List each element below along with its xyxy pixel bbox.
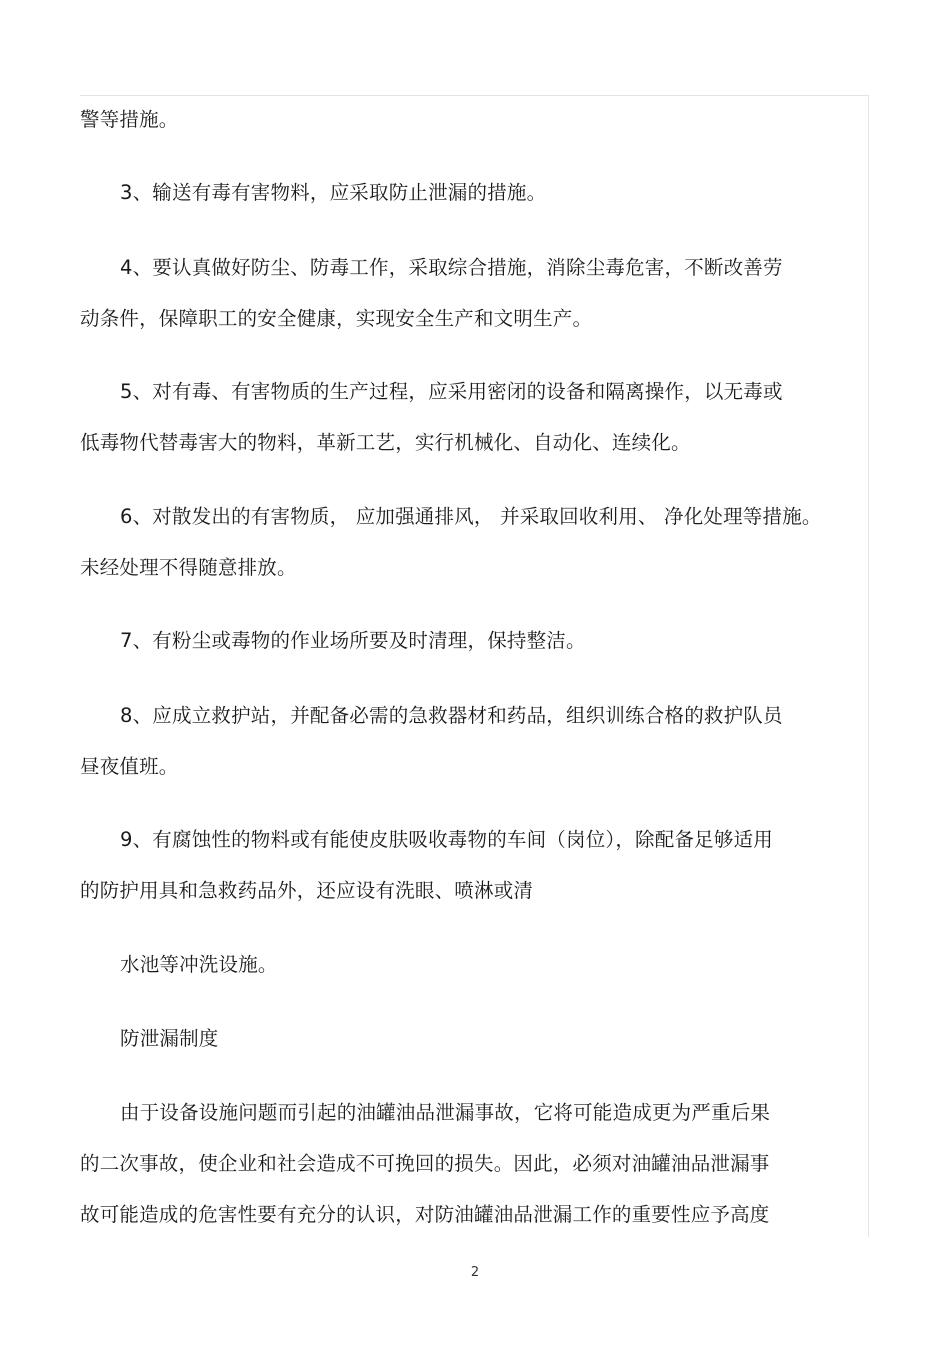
text-line: 8、应成立救护站，并配备必需的急救器材和药品，组织训练合格的救护队员 — [120, 704, 783, 727]
text-line: 水池等冲洗设施。 — [120, 953, 278, 976]
text-line: 9、有腐蚀性的物料或有能使皮肤吸收毒物的车间（岗位），除配备足够适用 — [120, 828, 773, 851]
text-line: 未经处理不得随意排放。 — [80, 556, 297, 579]
section-heading: 防泄漏制度 — [120, 1027, 219, 1050]
text-line: 的二次事故，使企业和社会造成不可挽回的损失。因此，必须对油罐油品泄漏事 — [80, 1152, 770, 1175]
text-line: 3、输送有毒有害物料，应采取防止泄漏的措施。 — [120, 181, 547, 204]
text-line: 由于设备设施问题而引起的油罐油品泄漏事故，它将可能造成更为严重后果 — [120, 1101, 771, 1124]
text-line: 6、对散发出的有害物质， 应加强通排风， 并采取回收利用、 净化处理等措施。 — [120, 505, 822, 528]
text-line: 警等措施。 — [80, 108, 179, 131]
page-number: 2 — [470, 1265, 480, 1280]
text-line: 7、有粉尘或毒物的作业场所要及时清理，保持整洁。 — [120, 629, 586, 652]
text-line: 低毒物代替毒害大的物料，革新工艺，实行机械化、自动化、连续化。 — [80, 431, 691, 454]
text-line: 的防护用具和急救药品外，还应设有洗眼、喷淋或清 — [80, 879, 534, 902]
text-line: 5、对有毒、有害物质的生产过程，应采用密闭的设备和隔离操作，以无毒或 — [120, 380, 783, 403]
text-line: 动条件，保障职工的安全健康，实现安全生产和文明生产。 — [80, 307, 593, 330]
text-line: 昼夜值班。 — [80, 755, 179, 778]
text-line: 故可能造成的危害性要有充分的认识，对防油罐油品泄漏工作的重要性应予高度 — [80, 1203, 770, 1226]
text-line: 4、要认真做好防尘、防毒工作，采取综合措施，消除尘毒危害，不断改善劳 — [120, 256, 783, 279]
